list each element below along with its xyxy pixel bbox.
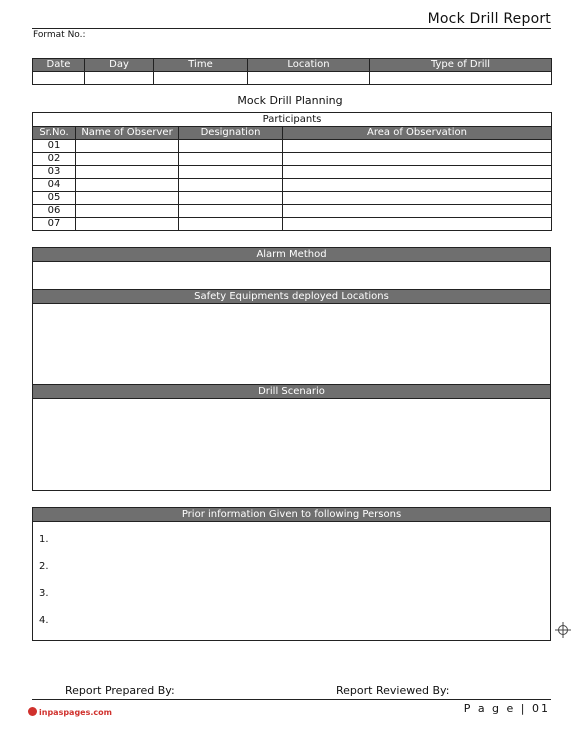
table-row [33,218,552,231]
designation-cell[interactable] [179,205,283,218]
drill-type-header: Type of Drill [370,59,552,72]
table-row [33,205,552,218]
area-cell[interactable] [283,218,552,231]
page-number: P a g e | 01 [463,702,550,715]
designation-cell[interactable] [179,153,283,166]
sr-no: 06 [33,205,76,218]
table-row [33,153,552,166]
observer-cell[interactable] [76,166,179,179]
time-header: Time [154,59,248,72]
designation-cell[interactable] [179,140,283,153]
observation-area-header: Area of Observation [283,127,552,140]
sr-no: 02 [33,153,76,166]
table-row [33,166,552,179]
list-item-number: 3. [39,588,49,599]
safety-equipment-field[interactable] [33,303,550,384]
drill-details-box [32,247,551,491]
table-row [33,140,552,153]
day-cell[interactable] [85,72,154,85]
drill-scenario-header: Drill Scenario [33,384,550,398]
observer-cell[interactable] [76,218,179,231]
designation-cell[interactable] [179,218,283,231]
sr-no-header: Sr.No. [33,127,76,140]
area-cell[interactable] [283,205,552,218]
table-row [33,192,552,205]
sr-no: 07 [33,218,76,231]
designation-cell[interactable] [179,179,283,192]
location-header: Location [248,59,370,72]
observer-cell[interactable] [76,179,179,192]
area-cell[interactable] [283,192,552,205]
list-item-number: 2. [39,561,49,572]
participants-label: Participants [33,113,552,127]
designation-cell[interactable] [179,166,283,179]
designation-header: Designation [179,127,283,140]
observer-cell[interactable] [76,192,179,205]
drill-info-table [32,58,552,85]
pin-icon [28,707,37,716]
observer-cell[interactable] [76,153,179,166]
safety-equipment-header: Safety Equipments deployed Locations [33,289,550,303]
area-cell[interactable] [283,153,552,166]
observer-cell[interactable] [76,140,179,153]
area-cell[interactable] [283,166,552,179]
sr-no: 05 [33,192,76,205]
planning-title: Mock Drill Planning [237,94,343,107]
logo-text: inpaspages.com [39,708,112,717]
format-number-label: Format No.: [33,30,86,40]
date-header: Date [33,59,85,72]
day-header: Day [85,59,154,72]
observer-cell[interactable] [76,205,179,218]
list-item-number: 1. [39,534,49,545]
area-cell[interactable] [283,179,552,192]
designation-cell[interactable] [179,192,283,205]
crosshair-icon [555,622,571,638]
site-logo [28,707,112,717]
date-cell[interactable] [33,72,85,85]
alarm-method-field[interactable] [33,261,550,289]
prior-information-list[interactable] [33,521,550,640]
time-cell[interactable] [154,72,248,85]
area-cell[interactable] [283,140,552,153]
title-rule [32,28,551,29]
reviewed-by-label: Report Reviewed By: [336,684,450,697]
observer-name-header: Name of Observer [76,127,179,140]
list-item-number: 4. [39,615,49,626]
sr-no: 01 [33,140,76,153]
table-row [33,179,552,192]
location-cell[interactable] [248,72,370,85]
prior-information-box [32,507,551,641]
drill-type-cell[interactable] [370,72,552,85]
document-title: Mock Drill Report [427,11,551,27]
alarm-method-header: Alarm Method [33,248,550,261]
drill-scenario-field[interactable] [33,398,550,492]
sr-no: 03 [33,166,76,179]
prior-information-header: Prior information Given to following Persons [33,508,550,521]
prepared-by-label: Report Prepared By: [65,684,175,697]
sr-no: 04 [33,179,76,192]
participants-table [32,112,552,231]
footer-rule [32,699,551,700]
